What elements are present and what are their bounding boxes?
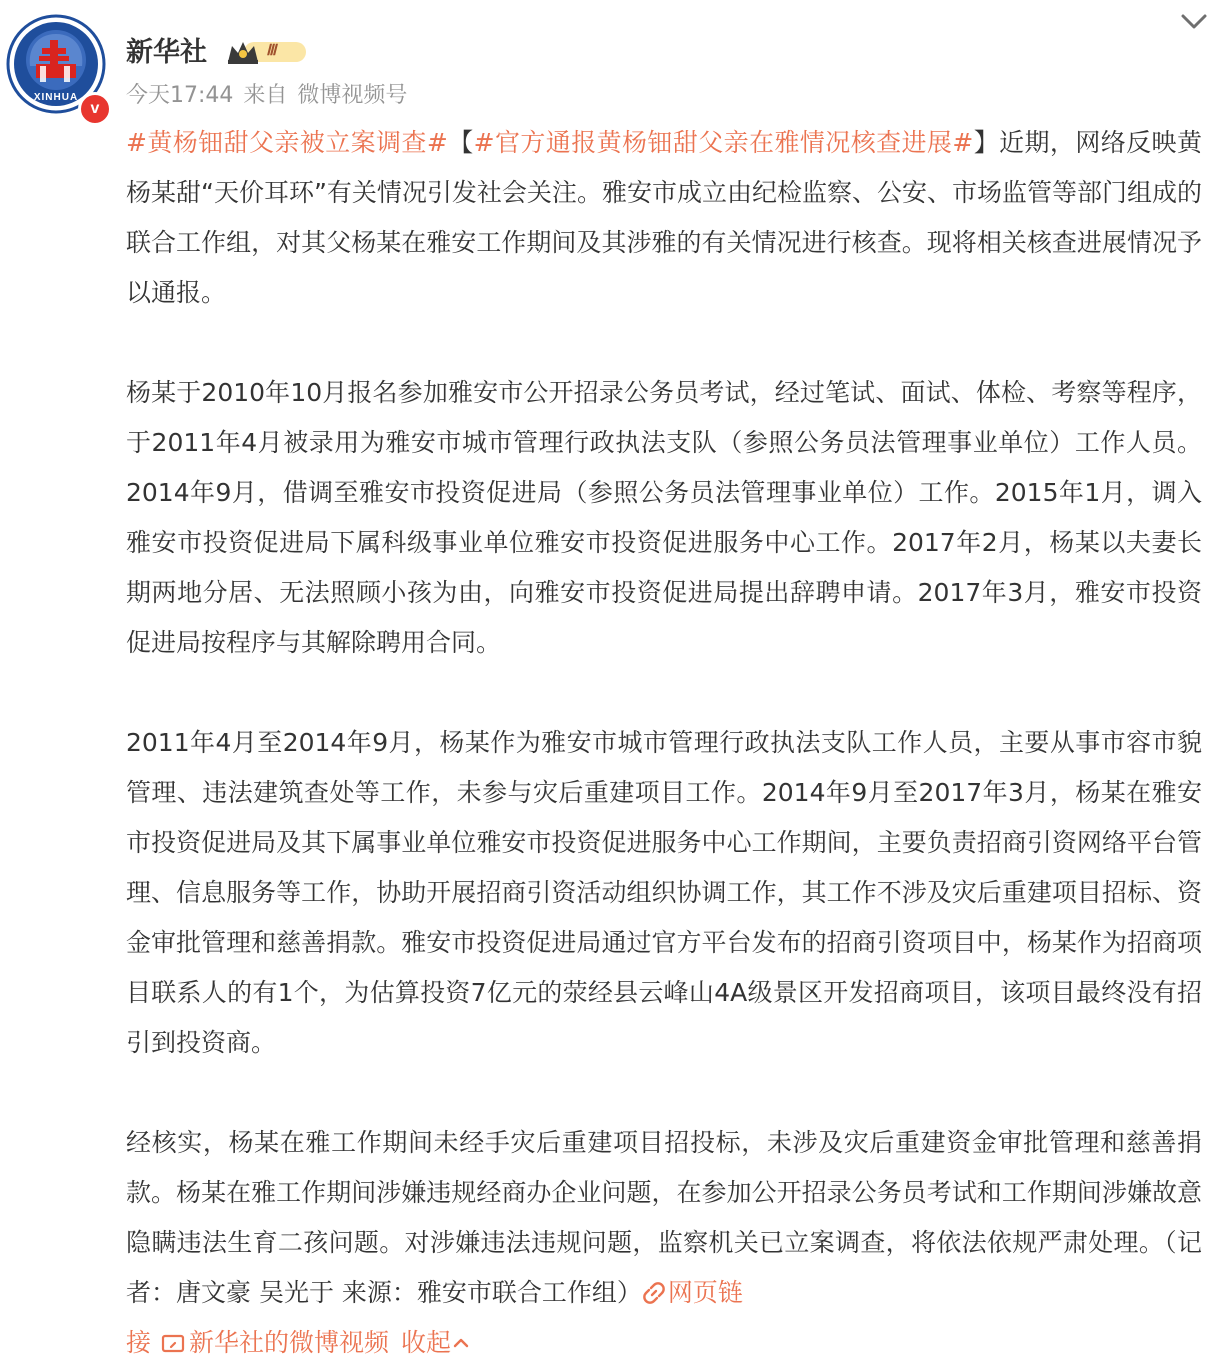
post-meta — [126, 80, 417, 112]
collapse-label: 收起 — [401, 1328, 452, 1357]
video-link[interactable] — [161, 1328, 389, 1357]
paragraph-4-text: 经核实，杨某在雅工作期间未经手灾后重建项目招投标，未涉及灾后重建资金审批管理和慈善捐款。杨某在雅工作期间涉嫌违规经商办企业问题，在参加公开招录公务员考试和工作期间涉嫌故意隐瞒违法生育二孩问题。对涉嫌违法违规问题，监察机关已立案调查，将依法依规严肃处理。（记者：唐文豪 吴光于 来源：雅安市联合工作组） — [126, 1128, 1202, 1307]
post-time[interactable]: 今天17:44 — [126, 83, 234, 108]
web-link[interactable] — [642, 1278, 743, 1307]
paragraph-intro — [126, 118, 1202, 318]
paragraph-2: 杨某于2010年10月报名参加雅安市公开招录公务员考试，经过笔试、面试、体检、考察等程序，于2011年4月被录用为雅安市城市管理行政执法支队（参照公务员法管理事业单位）工作人员。2014年9月，借调至雅安市投资促进局（参照公务员法管理事业单位）工作。2015年1月，调入雅安市投资促进局下属科级事业单位雅安市投资促进服务中心工作。2017年2月，杨某以夫妻长期两地分居、无法照顾小孩为由，向雅安市投资促进局提出辞聘申请。2017年3月，雅安市投资促进局按程序与其解除聘用合同。 — [126, 378, 1202, 657]
collapse-button[interactable] — [401, 1328, 473, 1357]
hashtag-link[interactable]: #黄杨钿甜父亲被立案调查# — [126, 128, 448, 157]
bracket-open: 【 — [447, 128, 474, 157]
hashtag-link[interactable]: #官方通报黄杨钿甜父亲在雅情况核查进展# — [473, 128, 974, 157]
bracket-close: 】 — [973, 128, 1000, 157]
source-prefix: 来自 — [243, 83, 288, 108]
video-icon — [161, 1331, 187, 1355]
paragraph-4 — [126, 1118, 1202, 1318]
paragraph-3: 2011年4月至2014年9月，杨某作为雅安市城市管理行政执法支队工作人员，主要从事市容市貌管理、违法建筑查处等工作，未参与灾后重建项目工作。2014年9月至2017年3月，杨某在雅安市投资促进局及其下属事业单位雅安市投资促进服务中心工作期间，主要负责招商引资网络平台管理、信息服务等工作，协助开展招商引资活动组织协调工作，其工作不涉及灾后重建项目招标、资金审批管理和慈善捐款。雅安市投资促进局通过官方平台发布的招商引资项目中，杨某作为招商项目联系人的有1个，为估算投资7亿元的荥经县云峰山4A级景区开发招商项目，该项目最终没有招引到投资商。 — [126, 728, 1202, 1057]
post-source[interactable]: 微博视频号 — [297, 83, 408, 108]
intro-text: 近期，网络反映黄杨某甜“天价耳环”有关情况引发社会关注。雅安市成立由纪检监察、公安、市场监管等部门组成的联合工作组，对其父杨某在雅安工作期间及其涉雅的有关情况进行核查。现将相关核查进展情况予以通报。 — [126, 128, 1202, 307]
web-link-continued[interactable]: 接 — [126, 1328, 152, 1357]
link-icon — [642, 1281, 666, 1305]
chevron-up-icon — [451, 1333, 471, 1353]
post-content — [126, 118, 1202, 1368]
post-footer-links — [126, 1318, 1202, 1368]
video-link-label: 新华社的微博视频 — [189, 1328, 390, 1357]
avatar-text: XINHUA — [33, 92, 79, 103]
chevron-down-icon[interactable] — [1178, 10, 1210, 34]
verified-badge-icon: v — [78, 92, 112, 126]
account-name[interactable]: 新华社 — [126, 37, 207, 68]
level-number: Ⅲ — [266, 43, 277, 59]
web-link-label: 网页链 — [667, 1278, 743, 1307]
